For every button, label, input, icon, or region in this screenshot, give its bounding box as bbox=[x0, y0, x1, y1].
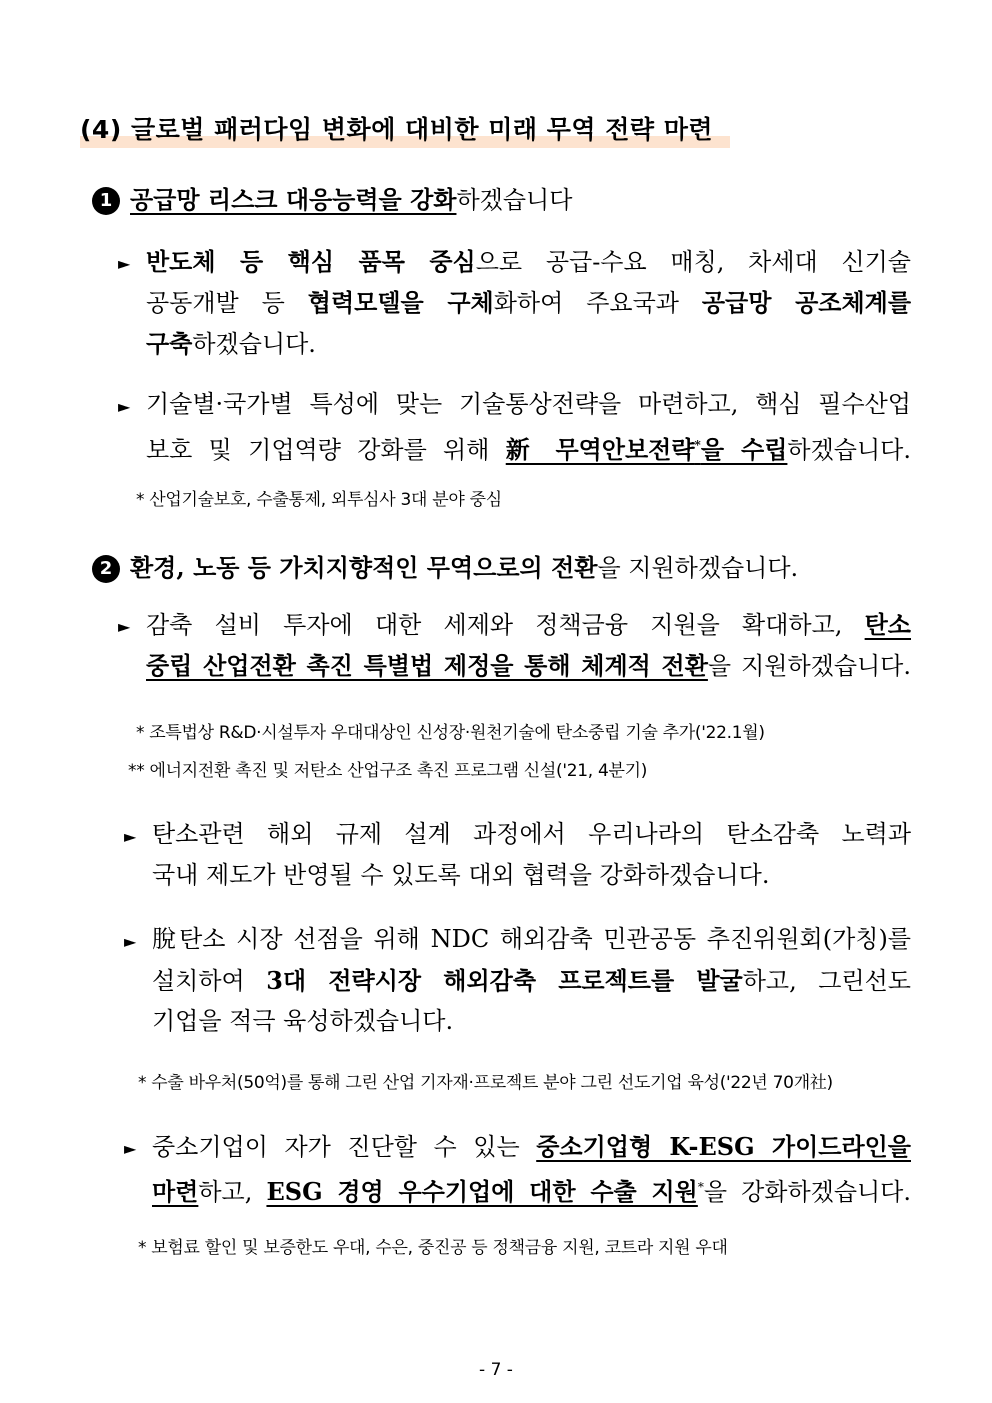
bullet-5-text: 설치하여 bbox=[152, 967, 267, 995]
bullet-6-line-2 bbox=[152, 1167, 911, 1213]
footnote-5: * 보험료 할인 및 보증한도 우대, 수은, 중진공 등 정책금융 지원, 코트라 지원 우대 bbox=[138, 1238, 728, 1258]
bullet-1-text: 으로 공급-수요 매칭, 차세대 신기술 bbox=[475, 248, 911, 276]
bullet-1-text: 공동개발 등 bbox=[146, 289, 308, 317]
heading-1-bold: 공급망 리스크 대응능력을 강화 bbox=[130, 185, 457, 214]
bullet-6-emph: 중소기업형 K-ESG 가이드라인을 bbox=[536, 1132, 911, 1161]
bullet-4-line-1: 탄소관련 해외 규제 설계 과정에서 우리나라의 탄소감축 노력과 bbox=[152, 820, 911, 848]
bullet-1-emph: 반도체 등 핵심 품목 중심 bbox=[146, 247, 476, 276]
pointer-arrow-icon: ► bbox=[118, 617, 131, 636]
bullet-1-emph: 구축 bbox=[146, 329, 193, 358]
bullet-2-emph bbox=[506, 435, 788, 464]
footnote-3: ** 에너지전환 촉진 및 저탄소 산업구조 촉진 프로그램 신설('21, 4분기) bbox=[128, 761, 648, 781]
heading-1 bbox=[92, 180, 572, 215]
bullet-5-line-3: 기업을 적극 육성하겠습니다. bbox=[152, 1007, 454, 1035]
bullet-1-line-1 bbox=[146, 241, 911, 283]
pointer-arrow-icon: ► bbox=[124, 1139, 137, 1158]
pointer-arrow-icon: ► bbox=[124, 827, 137, 846]
bullet-6-emph: 마련 bbox=[152, 1177, 199, 1206]
heading-1-rest: 하겠습니다 bbox=[456, 186, 573, 214]
footnote-1: * 산업기술보호, 수출통제, 외투심사 3대 분야 중심 bbox=[136, 490, 502, 510]
bullet-5-line-2 bbox=[152, 960, 911, 1002]
bullet-2-emph-text: 新 무역안보전략 bbox=[505, 435, 695, 464]
circled-number-2-icon: 2 bbox=[92, 555, 120, 583]
bullet-5-emph: 3대 전략시장 해외감축 프로젝트를 발굴 bbox=[266, 966, 743, 995]
bullet-4-line-2: 국내 제도가 반영될 수 있도록 대외 협력을 강화하겠습니다. bbox=[152, 861, 770, 889]
pointer-arrow-icon: ► bbox=[124, 932, 137, 951]
bullet-3-line-2 bbox=[146, 645, 911, 687]
bullet-1-emph: 공급망 공조체계를 bbox=[701, 288, 911, 317]
page-number: - 7 - bbox=[479, 1360, 513, 1380]
bullet-6-text: 하고, bbox=[198, 1178, 267, 1206]
section-title bbox=[80, 108, 740, 148]
pointer-arrow-icon: ► bbox=[118, 254, 131, 273]
bullet-2-emph-text: 을 수립 bbox=[700, 435, 788, 464]
footnote-mark: * bbox=[694, 438, 701, 452]
bullet-1-line-3 bbox=[146, 323, 316, 365]
bullet-1-emph: 협력모델을 구체 bbox=[307, 288, 494, 317]
bullet-1-text: 화하여 주요국과 bbox=[493, 289, 702, 317]
heading-2 bbox=[92, 548, 798, 583]
heading-2-rest: 을 지원하겠습니다. bbox=[597, 554, 799, 582]
bullet-6-line-1 bbox=[152, 1126, 911, 1168]
bullet-1-text: 하겠습니다. bbox=[192, 330, 316, 358]
bullet-2-line-1: 기술별·국가별 특성에 맞는 기술통상전략을 마련하고, 핵심 필수산업 bbox=[146, 390, 911, 418]
heading-2-bold: 환경, 노동 등 가치지향적인 무역으로의 전환 bbox=[130, 553, 598, 582]
bullet-3-emph: 중립 산업전환 촉진 특별법 제정을 통해 체계적 전환 bbox=[146, 651, 708, 680]
footnote-mark: * bbox=[697, 1180, 704, 1194]
footnote-2: * 조특법상 R&D·시설투자 우대대상인 신성장·원천기술에 탄소중립 기술 추가('22.1월) bbox=[136, 723, 765, 743]
bullet-6-emph: ESG 경영 우수기업에 대한 수출 지원 bbox=[266, 1177, 698, 1206]
footnote-4: * 수출 바우처(50억)를 통해 그린 산업 기자재·프로젝트 분야 그린 선도기업 육성('22년 70개社) bbox=[138, 1073, 833, 1093]
bullet-6-text: 을 강화하겠습니다. bbox=[703, 1178, 911, 1206]
bullet-5-line-1: 脫탄소 시장 선점을 위해 NDC 해외감축 민관공동 추진위원회(가칭)를 bbox=[152, 925, 911, 953]
bullet-3-text: 감축 설비 투자에 대한 세제와 정책금융 지원을 확대하고, bbox=[146, 611, 865, 639]
bullet-1-line-2 bbox=[146, 282, 911, 324]
bullet-5-text: 하고, 그린선도 bbox=[742, 967, 911, 995]
bullet-2-line-2 bbox=[146, 425, 911, 471]
pointer-arrow-icon: ► bbox=[118, 397, 131, 416]
bullet-3-line-1 bbox=[146, 604, 911, 646]
bullet-3-emph: 탄소 bbox=[864, 610, 911, 639]
section-title-text: (4) 글로벌 패러다임 변화에 대비한 미래 무역 전략 마련 bbox=[80, 115, 714, 144]
bullet-2-text: 보호 및 기업역량 강화를 위해 bbox=[146, 436, 506, 464]
circled-number-1-icon: 1 bbox=[92, 187, 120, 215]
bullet-3-text: 을 지원하겠습니다. bbox=[707, 652, 911, 680]
bullet-6-text: 중소기업이 자가 진단할 수 있는 bbox=[152, 1133, 537, 1161]
bullet-2-text: 하겠습니다. bbox=[787, 436, 911, 464]
